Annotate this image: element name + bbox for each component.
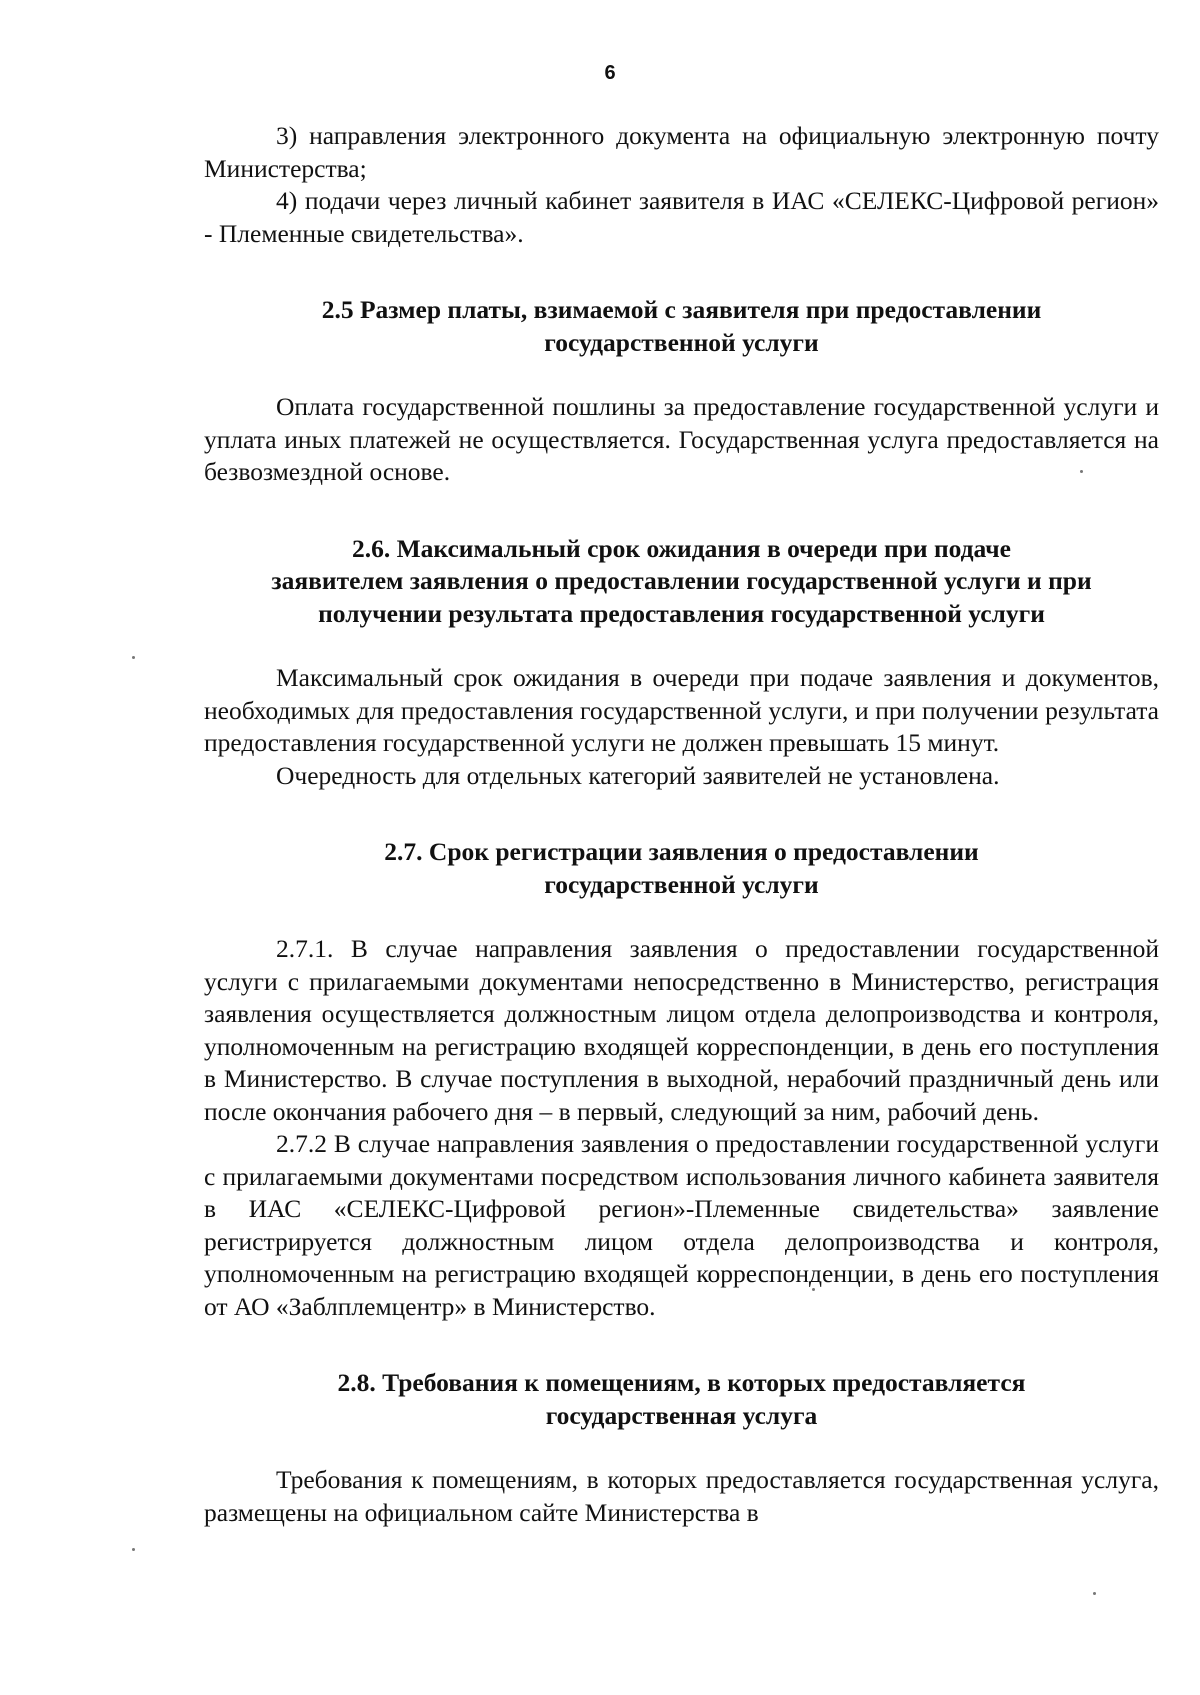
paragraph-queue-time: Максимальный срок ожидания в очереди при подаче заявления и документов, необходимых для предоставления государственной услуги, и при получении результата предоставления государственной услуги не должен превышать 15 минут. <box>204 663 1159 757</box>
paragraph-queue-order: Очередность для отдельных категорий заявителей не установлена. <box>276 760 1000 790</box>
heading-line: заявителем заявления о предоставлении государственной услуги и при <box>271 566 1092 595</box>
list-item-3: 3) направления электронного документа на официальную электронную почту Министерства; <box>204 121 1159 183</box>
heading-line: 2.7. Срок регистрации заявления о предоставлении <box>384 837 979 866</box>
paragraph-2-7-1: 2.7.1. В случае направления заявления о предоставлении государственной услуги с прилагаемыми документами непосредственно в Министерство, регистрация заявления осуществляется должностным лицом отдела делопроизводства и контроля, уполномоченным на регистрацию входящей корреспонденции, в день его поступления в Министерство. В случае поступления в выходной, нерабочий праздничный день или после окончания рабочего дня – в первый, следующий за ним, рабочий день. <box>204 934 1159 1126</box>
section-heading-2-6 <box>204 533 1159 631</box>
heading-line: государственная услуга <box>545 1400 818 1430</box>
heading-line: государственной услуги <box>544 869 819 899</box>
document-body <box>204 120 1159 1529</box>
list-item-4: 4) подачи через личный кабинет заявителя в ИАС «СЕЛЕКС-Цифровой регион» - Племенные свидетельства». <box>204 186 1159 248</box>
heading-line: 2.5 Размер платы, взимаемой с заявителя при предоставлении <box>321 295 1042 324</box>
heading-line: получении результата предоставления государственной услуги <box>318 598 1045 628</box>
section-heading-2-5 <box>204 294 1159 359</box>
paragraph-premises: Требования к помещениям, в которых предоставляется государственная услуга, размещены на официальном сайте Министерства в <box>204 1465 1159 1527</box>
scan-speck <box>1093 1592 1096 1595</box>
heading-line: 2.8. Требования к помещениям, в которых предоставляется <box>337 1368 1026 1397</box>
heading-line: 2.6. Максимальный срок ожидания в очереди при подаче <box>351 533 1011 563</box>
paragraph-2-7-2: 2.7.2 В случае направления заявления о предоставлении государственной услуги с прилагаемыми документами посредством использования личного кабинета заявителя в ИАС «СЕЛЕКС-Цифровой регион»-Племенные свидетельства» заявление регистрируется должностным лицом отдела делопроизводства и контроля, уполномоченным на регистрацию входящей корреспонденции, в день его поступления от АО «Заблплемцентр» в Министерство. <box>204 1129 1159 1321</box>
section-heading-2-7 <box>204 836 1159 901</box>
scan-speck <box>132 1548 135 1551</box>
scan-speck <box>812 1288 815 1291</box>
section-heading-2-8 <box>204 1367 1159 1432</box>
scan-speck <box>132 656 135 659</box>
page-number: 6 <box>604 62 616 84</box>
paragraph-fee: Оплата государственной пошлины за предоставление государственной услуги и уплата иных платежей не осуществляется. Государственная услуга предоставляется на безвозмездной основе. <box>204 392 1159 486</box>
scan-speck <box>1080 470 1083 473</box>
heading-line: государственной услуги <box>544 327 819 357</box>
